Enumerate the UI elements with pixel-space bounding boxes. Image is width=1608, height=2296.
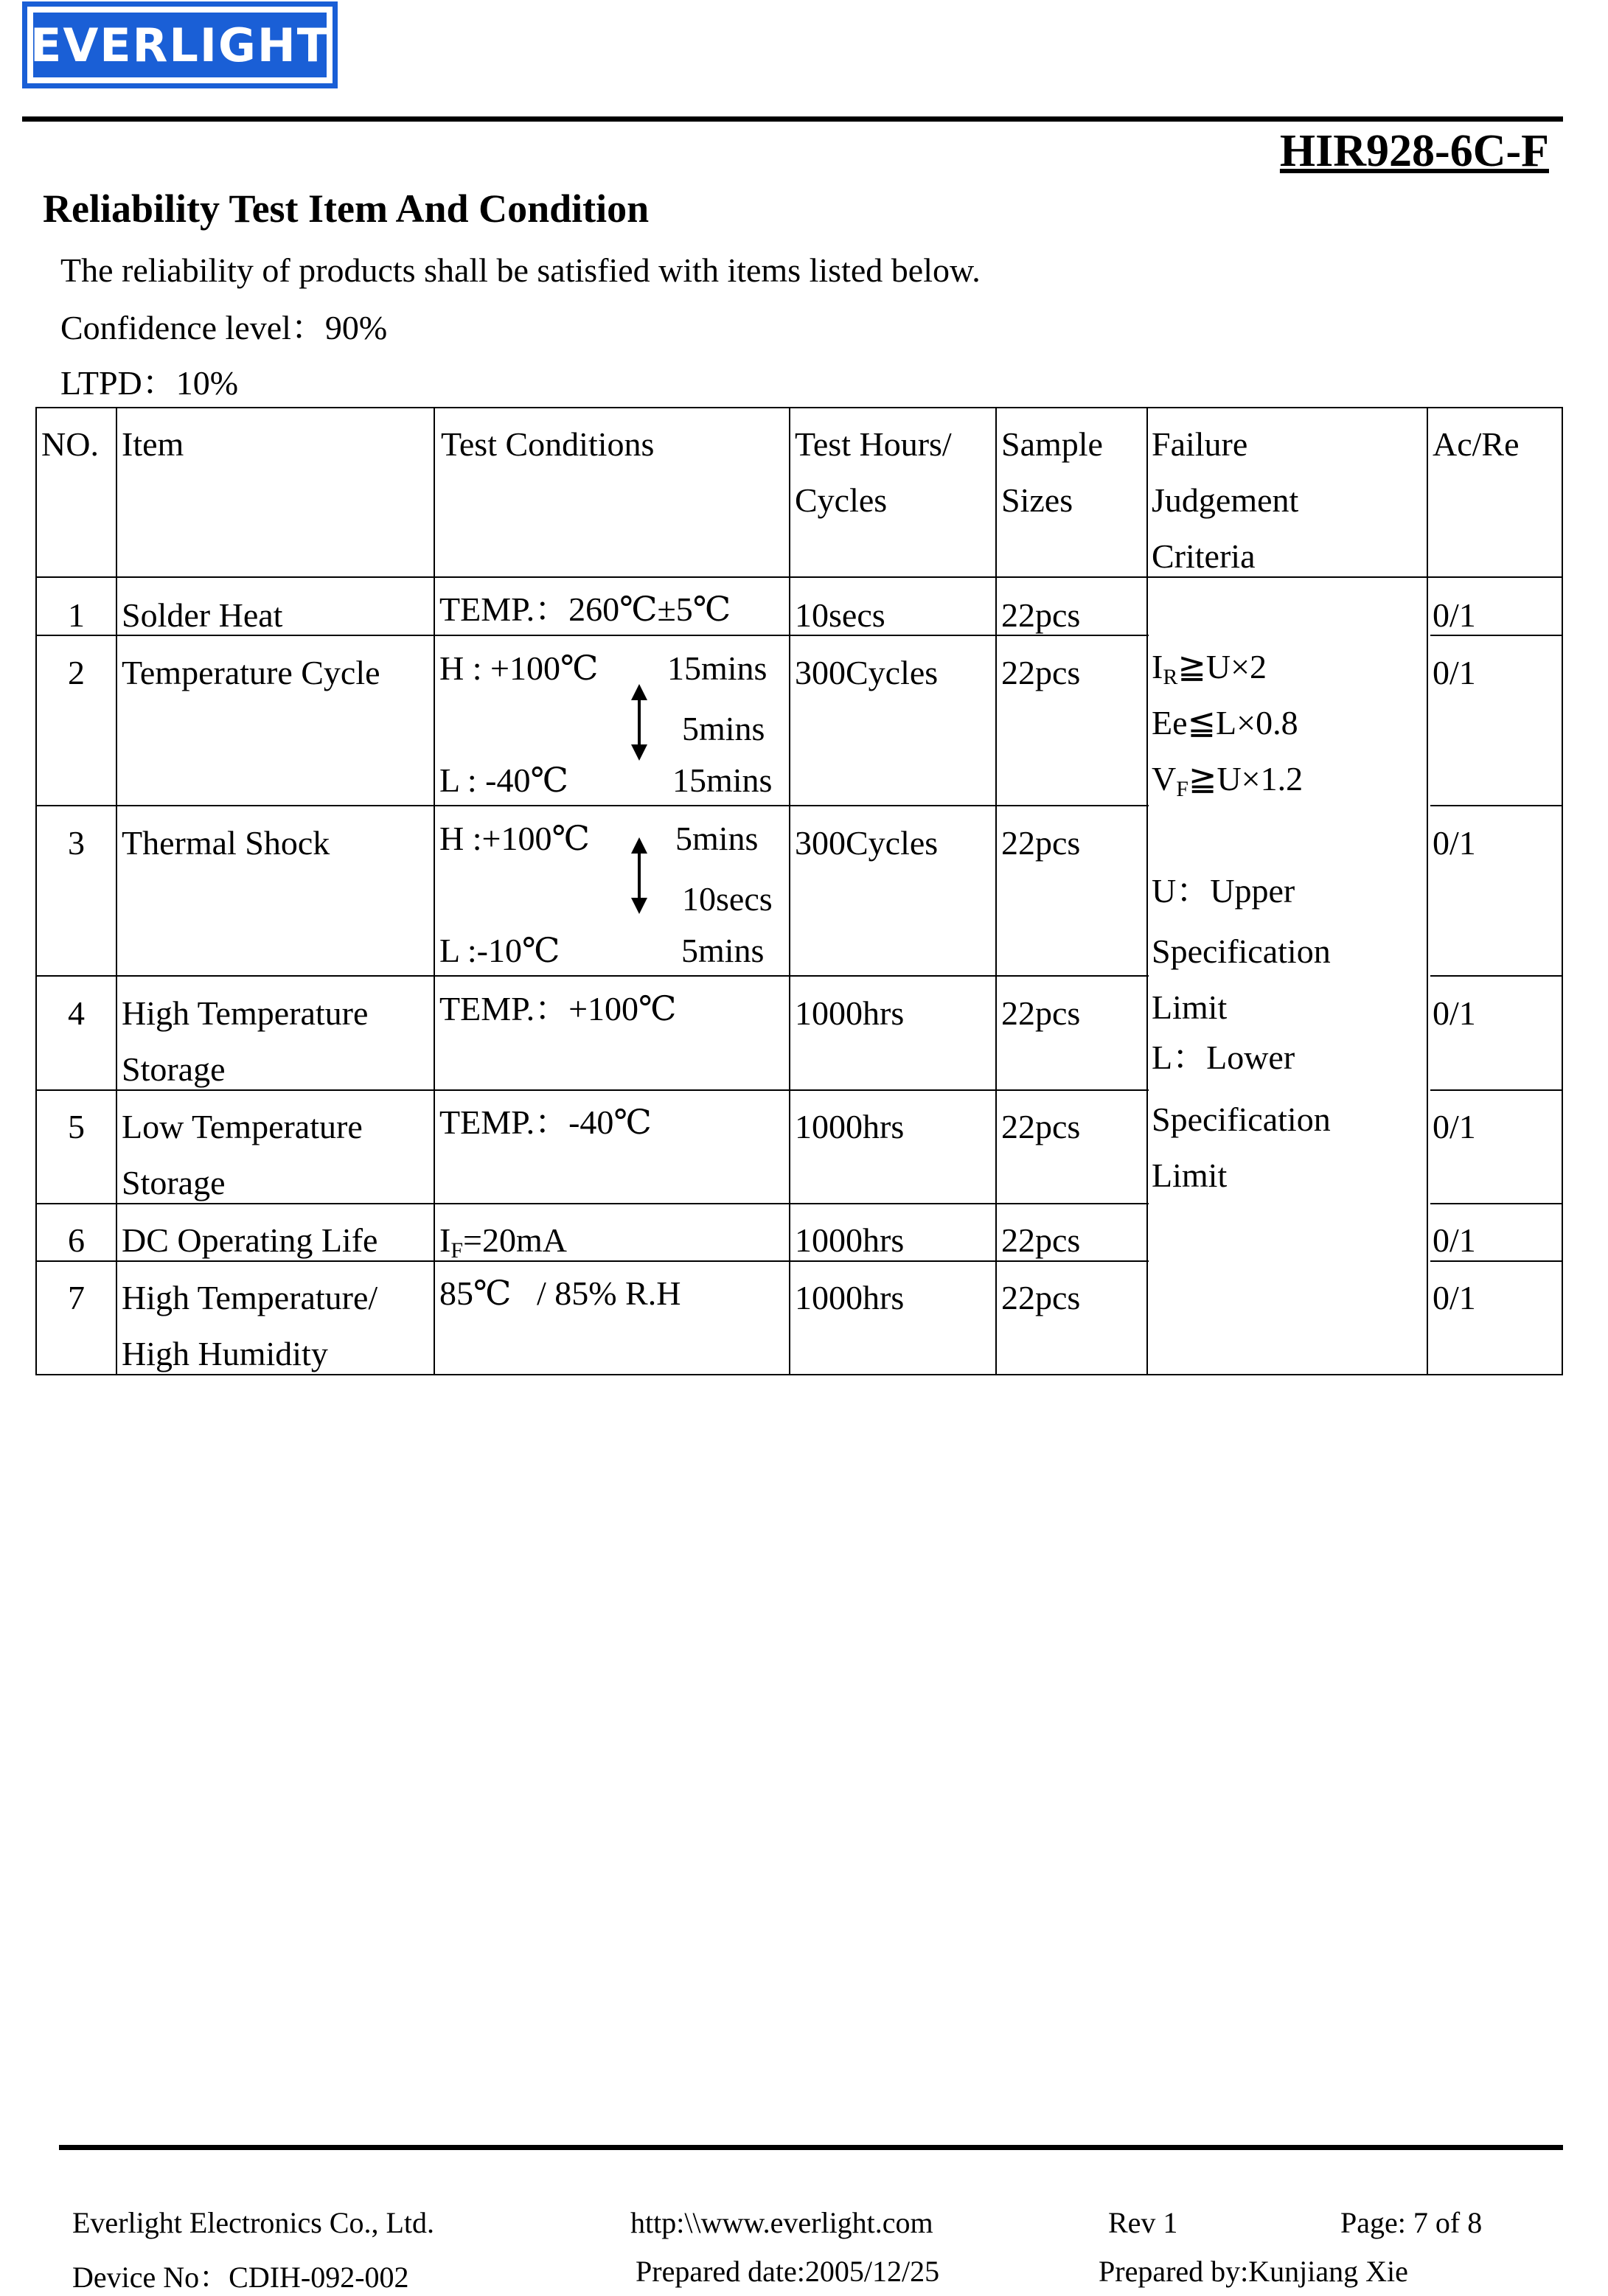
table-rule (1146, 407, 1148, 1375)
footer-prepared-by: Prepared by:Kunjiang Xie (1099, 2255, 1408, 2288)
ltpd: LTPD：10% (60, 364, 239, 402)
condition-high-time: 5mins (675, 820, 759, 857)
row-item: Thermal Shock (122, 824, 330, 862)
row-condition: TEMP.：260℃±5℃ (439, 590, 731, 628)
row-sample: 22pcs (1001, 654, 1081, 691)
header-sample: Sample (1001, 425, 1103, 463)
footer-page: Page: 7 of 8 (1340, 2206, 1483, 2239)
row-item: Temperature Cycle (122, 654, 380, 691)
table-rule (35, 1203, 1149, 1204)
logo-text: EVERLIGHT (33, 13, 327, 77)
row-condition: TEMP.：+100℃ (439, 990, 677, 1027)
header-failure: Criteria (1152, 537, 1256, 575)
row-item: Low Temperature (122, 1108, 363, 1145)
criteria-ir (1152, 650, 1267, 694)
header-sample: Sizes (1001, 481, 1073, 519)
footer-url[interactable]: http:\\www.everlight.com (630, 2206, 933, 2239)
header-failure: Failure (1152, 425, 1248, 463)
table-rule (1430, 1260, 1563, 1262)
footer-rule (59, 2145, 1563, 2150)
row-sample: 22pcs (1001, 1221, 1081, 1259)
criteria-ir-symbol: I (1152, 648, 1163, 685)
condition-subscript: F (450, 1238, 464, 1263)
section-title: Reliability Test Item And Condition (43, 186, 650, 231)
row-hours: 1000hrs (795, 1279, 905, 1316)
table-rule (1430, 1203, 1563, 1204)
row-hours: 300Cycles (795, 654, 939, 691)
double-arrow-icon (631, 684, 647, 761)
condition-low: L :-10℃ (439, 932, 560, 969)
row-sample: 22pcs (1001, 994, 1081, 1032)
row-item: Storage (122, 1050, 226, 1088)
criteria-vf-value: ≧U×1.2 (1188, 760, 1304, 798)
row-acre: 0/1 (1433, 1221, 1476, 1259)
criteria-upper: U：Upper (1152, 872, 1295, 910)
condition-transfer-time: 5mins (682, 710, 765, 747)
row-item: Storage (122, 1164, 226, 1201)
row-item: High Humidity (122, 1335, 328, 1372)
condition-symbol: I (439, 1221, 451, 1259)
row-acre: 0/1 (1433, 994, 1476, 1032)
table-rule (116, 407, 117, 1375)
condition-high: H : +100℃ (439, 649, 599, 687)
row-sample: 22pcs (1001, 1279, 1081, 1316)
footer-prepared-date: Prepared date:2005/12/25 (636, 2255, 940, 2288)
row-item: Solder Heat (122, 596, 283, 634)
condition-value: =20mA (463, 1221, 567, 1259)
row-no: 3 (68, 824, 85, 862)
row-sample: 22pcs (1001, 596, 1081, 634)
row-no: 5 (68, 1108, 85, 1145)
criteria-ee: Ee≦L×0.8 (1152, 704, 1298, 742)
table-rule (1430, 975, 1563, 977)
row-hours: 300Cycles (795, 824, 939, 862)
row-sample: 22pcs (1001, 1108, 1081, 1145)
confidence-level: Confidence level：90% (60, 309, 388, 346)
condition-high: H :+100℃ (439, 820, 590, 857)
table-rule (35, 1089, 1149, 1091)
table-rule (35, 1374, 1563, 1375)
row-acre: 0/1 (1433, 1108, 1476, 1145)
table-rule (35, 635, 1149, 636)
double-arrow-icon (631, 837, 647, 914)
row-acre: 0/1 (1433, 596, 1476, 634)
condition-high-time: 15mins (667, 649, 768, 687)
table-rule (1562, 407, 1563, 1375)
table-rule (995, 407, 997, 1375)
row-hours: 1000hrs (795, 1108, 905, 1145)
condition-low: L : -40℃ (439, 761, 568, 799)
table-rule (35, 407, 37, 1375)
footer-company: Everlight Electronics Co., Ltd. (72, 2206, 434, 2239)
row-hours: 1000hrs (795, 994, 905, 1032)
row-sample: 22pcs (1001, 824, 1081, 862)
table-rule (1427, 407, 1428, 1375)
criteria-ir-value: ≧U×2 (1177, 648, 1267, 685)
table-rule (35, 576, 1563, 578)
row-acre: 0/1 (1433, 654, 1476, 691)
row-no: 2 (68, 654, 85, 691)
criteria-vf (1152, 762, 1303, 806)
criteria-vf-symbol: V (1152, 760, 1177, 798)
row-condition: 85℃ / 85% R.H (439, 1274, 681, 1312)
model-number: HIR928-6C-F (1279, 126, 1549, 176)
criteria-upper: Specification (1152, 932, 1331, 970)
criteria-vf-subscript: F (1176, 777, 1188, 801)
header-no: NO. (41, 425, 99, 463)
table-rule (1430, 805, 1563, 806)
row-condition: TEMP.：-40℃ (439, 1103, 652, 1141)
table-rule (35, 805, 1149, 806)
table-rule (1430, 1089, 1563, 1091)
row-item: High Temperature/ (122, 1279, 378, 1316)
row-no: 6 (68, 1221, 85, 1259)
header-hours: Test Hours/ (795, 425, 952, 463)
table-rule (789, 407, 790, 1375)
criteria-lower: Limit (1152, 1156, 1228, 1194)
table-rule (1430, 635, 1563, 636)
footer-rev: Rev 1 (1108, 2206, 1178, 2239)
table-rule (434, 407, 435, 1375)
header-item: Item (122, 425, 184, 463)
condition-low-time: 15mins (672, 761, 773, 799)
row-item: DC Operating Life (122, 1221, 378, 1259)
row-acre: 0/1 (1433, 1279, 1476, 1316)
condition-transfer-time: 10secs (682, 880, 773, 918)
row-no: 1 (68, 596, 85, 634)
row-acre: 0/1 (1433, 824, 1476, 862)
criteria-upper: Limit (1152, 988, 1228, 1026)
condition-low-time: 5mins (681, 932, 765, 969)
table-rule (35, 407, 1563, 408)
intro-text: The reliability of products shall be satisfied with items listed below. (60, 251, 981, 289)
criteria-lower: L：Lower (1152, 1039, 1295, 1076)
header-failure: Judgement (1152, 481, 1299, 519)
row-hours: 1000hrs (795, 1221, 905, 1259)
row-no: 7 (68, 1279, 85, 1316)
header-acre: Ac/Re (1433, 425, 1520, 463)
table-rule (35, 1260, 1149, 1262)
table-rule (35, 975, 1149, 977)
row-hours: 10secs (795, 596, 885, 634)
criteria-lower: Specification (1152, 1100, 1331, 1138)
header-conditions: Test Conditions (441, 425, 655, 463)
row-no: 4 (68, 994, 85, 1032)
row-item: High Temperature (122, 994, 369, 1032)
row-condition (439, 1221, 567, 1268)
footer-device-no: Device No：CDIH-092-002 (72, 2261, 409, 2294)
criteria-ir-subscript: R (1163, 665, 1178, 689)
header-hours: Cycles (795, 481, 888, 519)
